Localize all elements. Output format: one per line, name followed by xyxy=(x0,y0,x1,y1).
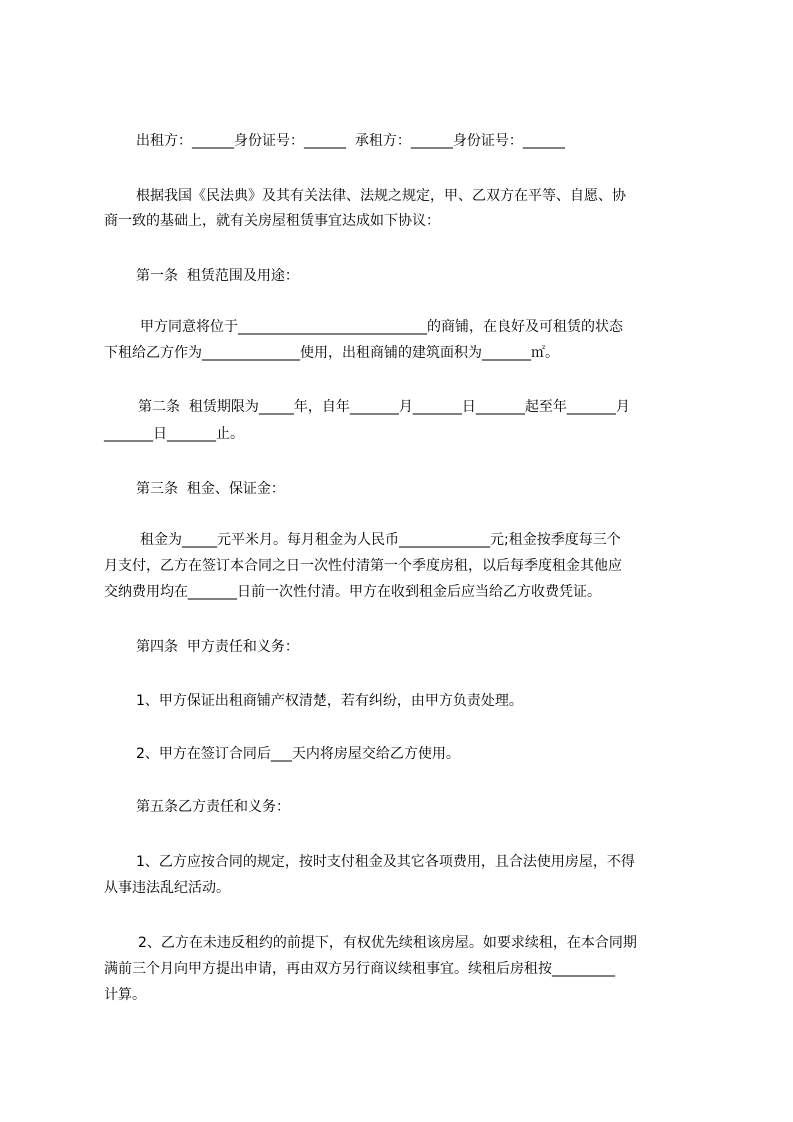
article-1-heading: 第一条 租赁范围及用途： xyxy=(136,268,299,284)
preamble-line-1: 根据我国《民法典》及其有关法律、法规之规定，甲、乙双方在平等、自愿、协 xyxy=(136,188,626,204)
article-3-line-1: 租金为_____元平米月。每月租金为人民币_____________元;租金按季度每三个 xyxy=(140,532,621,548)
article-2-line-2: _______日_______止。 xyxy=(104,426,244,442)
preamble-line-2: 商一致的基础上，就有关房屋租赁事宜达成如下协议： xyxy=(104,213,440,229)
article-2-line-1: 第二条 租赁期限为_____年，自年_______月_______日_______起至年_______月 xyxy=(138,399,630,415)
article-3-heading: 第三条 租金、保证金： xyxy=(136,481,285,497)
article-5-heading: 第五条乙方责任和义务： xyxy=(136,799,290,815)
article-5-item-2-line-3: 计算。 xyxy=(104,987,146,1003)
article-3-line-3: 交纳费用均在_______日前一次性付清。甲方在收到租金后应当给乙方收费凭证。 xyxy=(104,584,601,600)
article-1-line-1: 甲方同意将位于___________________________的商铺，在良好及可租赁的状态 xyxy=(140,319,623,335)
article-4-item-2: 2、甲方在签订合同后___天内将房屋交给乙方使用。 xyxy=(136,746,460,762)
article-3-line-2: 月支付，乙方在签订本合同之日一次性付清第一个季度房租，以后每季度租金其他应 xyxy=(104,558,622,574)
article-5-item-2-line-1: 2、乙方在未违反租约的前提下，有权优先续租该房屋。如要求续租，在本合同期 xyxy=(138,935,637,951)
article-1-line-2: 下租给乙方作为______________使用，出租商铺的建筑面积为_______㎡。 xyxy=(104,345,559,361)
parties-line: 出租方：______身份证号：______ 承租方：______身份证号：______ xyxy=(136,133,565,149)
article-5-item-2-line-2: 满前三个月向甲方提出申请，再由双方另行商议续租事宜。续租后房租按_________ xyxy=(104,961,615,977)
article-4-item-1: 1、甲方保证出租商铺产权清楚，若有纠纷，由甲方负责处理。 xyxy=(136,693,523,709)
article-4-heading: 第四条 甲方责任和义务： xyxy=(136,639,299,655)
article-5-item-1-line-2: 从事违法乱纪活动。 xyxy=(104,880,230,896)
article-5-item-1-line-1: 1、乙方应按合同的规定，按时支付租金及其它各项费用，且合法使用房屋，不得 xyxy=(136,854,635,870)
